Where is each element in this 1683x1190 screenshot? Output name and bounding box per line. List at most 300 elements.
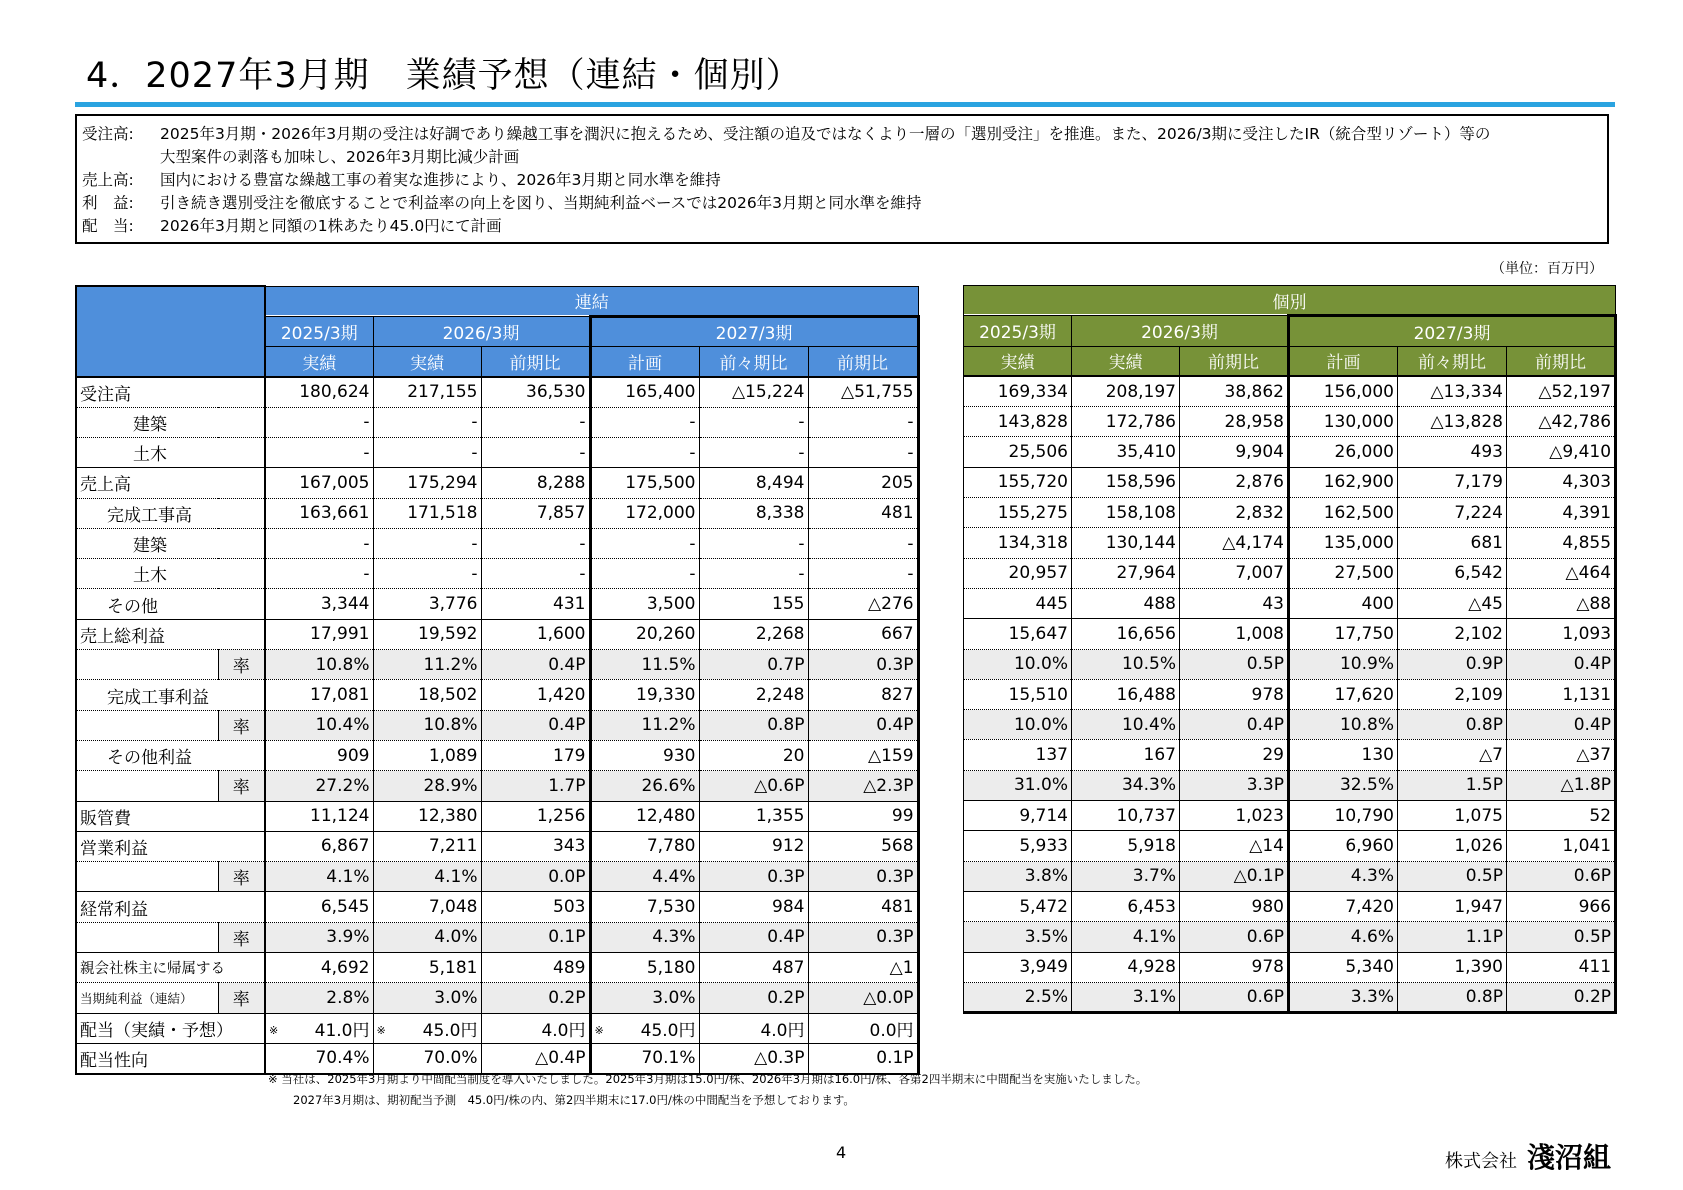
summary-box <box>75 114 1609 244</box>
value-text: 18,502 <box>418 685 478 705</box>
value-cell: 32.5% <box>1289 770 1398 800</box>
value-text: 3.0% <box>652 987 696 1008</box>
value-text: △2.3P <box>863 775 914 796</box>
value-cell: 35,410 <box>1072 437 1180 467</box>
value-cell <box>808 650 918 680</box>
value-cell: 134,318 <box>964 528 1072 558</box>
period-header: 2025/3期 <box>964 316 1072 346</box>
value-cell: 10,737 <box>1072 801 1180 831</box>
value-cell <box>699 650 808 680</box>
value-cell <box>265 437 373 467</box>
value-text: 481 <box>881 897 914 918</box>
value-text: 431 <box>553 594 586 615</box>
value-text: △15,224 <box>731 382 805 403</box>
value-cell <box>373 801 481 831</box>
value-cell <box>590 377 699 407</box>
value-cell: 978 <box>1180 952 1289 982</box>
value-cell <box>699 953 808 983</box>
value-text: - <box>579 442 586 463</box>
value-cell: 6,542 <box>1398 558 1507 588</box>
value-cell <box>590 831 699 861</box>
value-cell <box>481 922 590 952</box>
value-cell <box>373 1043 481 1073</box>
value-cell <box>265 922 373 952</box>
value-cell: △14 <box>1180 831 1289 861</box>
table-row <box>964 649 1616 679</box>
value-text: 1,420 <box>536 685 586 705</box>
value-cell: 7,224 <box>1398 498 1507 528</box>
note-mark: ※ <box>376 1023 386 1037</box>
value-text: 10.8% <box>315 654 370 675</box>
value-text: 4.1% <box>326 866 370 887</box>
value-cell: 6,960 <box>1289 831 1398 861</box>
value-text: 4.0円 <box>541 1020 586 1041</box>
row-label: その他利益 <box>76 740 265 770</box>
value-cell: 0.4P <box>1507 649 1616 679</box>
value-text: △0.6P <box>754 775 805 796</box>
value-cell <box>265 650 373 680</box>
value-text: 175,500 <box>625 472 696 493</box>
nonconsolidated-group-header: 個別 <box>964 286 1616 316</box>
table-row <box>76 922 918 952</box>
value-cell: 4,303 <box>1507 467 1616 497</box>
value-cell: 130,000 <box>1289 407 1398 437</box>
value-cell: 2,832 <box>1180 498 1289 528</box>
value-cell: △1.8P <box>1507 770 1616 800</box>
value-text: 11.5% <box>641 654 696 675</box>
value-cell: 1,131 <box>1507 679 1616 709</box>
value-text: - <box>907 412 914 433</box>
value-text: 20,260 <box>636 624 696 645</box>
value-text: - <box>363 533 370 554</box>
value-text: 17,991 <box>310 624 370 645</box>
value-cell: 1,093 <box>1507 619 1616 649</box>
value-cell: △88 <box>1507 588 1616 618</box>
value-text: △1 <box>889 957 914 978</box>
value-cell <box>699 559 808 589</box>
value-cell: 1,026 <box>1398 831 1507 861</box>
value-text: 0.4P <box>548 715 586 736</box>
value-text: △0.4P <box>535 1048 586 1069</box>
value-text: 17,081 <box>310 685 370 705</box>
value-cell <box>590 922 699 952</box>
value-cell: 16,656 <box>1072 619 1180 649</box>
value-cell <box>699 619 808 649</box>
value-text: 3.0% <box>434 987 478 1008</box>
value-text: - <box>471 563 478 584</box>
table-row <box>964 498 1616 528</box>
value-text: 1.7P <box>548 775 586 796</box>
value-text: △51,755 <box>841 382 914 403</box>
summary-text: 引き続き選別受注を徹底することで利益率の向上を図り、当期純利益ベースでは2026年3月期と同水準を維持 <box>160 194 922 212</box>
value-text: - <box>689 442 696 463</box>
row-label: 親会社株主に帰属する <box>76 953 265 983</box>
table-row <box>964 831 1616 861</box>
value-text: 7,211 <box>428 836 478 857</box>
table-row <box>76 680 918 710</box>
value-cell: 16,488 <box>1072 679 1180 709</box>
value-cell <box>373 983 481 1013</box>
value-text: 179 <box>553 745 586 766</box>
value-cell <box>373 407 481 437</box>
value-cell <box>265 953 373 983</box>
table-row <box>76 831 918 861</box>
value-cell: 10.0% <box>964 649 1072 679</box>
value-cell <box>590 437 699 467</box>
table-row <box>76 1043 918 1073</box>
value-text: 11,124 <box>310 806 370 827</box>
row-label-spacer <box>76 710 218 740</box>
value-cell <box>808 801 918 831</box>
value-text: 0.3P <box>767 866 805 887</box>
page-title: 4．2027年3月期 業績予想（連結・個別） <box>86 56 802 96</box>
value-cell: 20,957 <box>964 558 1072 588</box>
value-cell: 162,900 <box>1289 467 1398 497</box>
value-cell <box>373 892 481 922</box>
value-cell: 162,500 <box>1289 498 1398 528</box>
value-cell <box>808 983 918 1013</box>
value-cell <box>590 801 699 831</box>
value-cell <box>699 740 808 770</box>
row-label: 建築 <box>76 528 265 558</box>
value-cell: 10.8% <box>1289 710 1398 740</box>
value-cell: 31.0% <box>964 770 1072 800</box>
value-text: 1,355 <box>755 806 805 827</box>
summary-text: 国内における豊富な繰越工事の着実な進捗により、2026年3月期と同水準を維持 <box>160 171 721 189</box>
corner-cell <box>76 286 265 377</box>
value-text: - <box>907 563 914 584</box>
table-row <box>964 861 1616 891</box>
value-cell <box>699 831 808 861</box>
value-cell <box>265 771 373 801</box>
value-cell <box>699 710 808 740</box>
value-text: 7,530 <box>646 897 696 918</box>
value-cell: 3.5% <box>964 922 1072 952</box>
value-cell <box>590 528 699 558</box>
value-cell: 3.1% <box>1072 982 1180 1012</box>
value-cell: △464 <box>1507 558 1616 588</box>
value-text: 8,494 <box>755 472 805 493</box>
table-row <box>964 679 1616 709</box>
table-row <box>964 619 1616 649</box>
value-cell: 1.5P <box>1398 770 1507 800</box>
table-row <box>964 437 1616 467</box>
value-cell: 2,109 <box>1398 679 1507 709</box>
column-header: 実績 <box>265 347 373 377</box>
value-text: 12,380 <box>418 806 478 827</box>
row-label: 配当（実績・予想） <box>76 1013 265 1043</box>
value-text: 70.1% <box>641 1048 696 1069</box>
value-text: - <box>363 442 370 463</box>
summary-line <box>82 146 1602 169</box>
value-text: 3,344 <box>320 594 370 615</box>
value-text: 8,338 <box>755 503 805 524</box>
value-cell <box>481 528 590 558</box>
value-cell <box>265 559 373 589</box>
value-text: 20 <box>782 745 805 766</box>
row-label: その他 <box>76 589 265 619</box>
value-text: - <box>907 533 914 554</box>
value-text: △0.3P <box>754 1048 805 1069</box>
value-cell <box>808 771 918 801</box>
footnote: 2027年3月期は、期初配当予測 45.0円/株の内、第2四半期末に17.0円/株の中間配当を予想しております。 <box>293 1093 855 1107</box>
value-text: 180,624 <box>299 382 370 403</box>
rate-label: 率 <box>218 650 265 680</box>
value-cell: 158,596 <box>1072 467 1180 497</box>
value-cell <box>590 559 699 589</box>
value-cell: 4.3% <box>1289 861 1398 891</box>
table-row <box>76 801 918 831</box>
value-text: - <box>907 442 914 463</box>
value-text: 0.7P <box>767 654 805 675</box>
value-cell <box>808 862 918 892</box>
column-header: 計画 <box>1289 346 1398 376</box>
value-cell: 10.0% <box>964 710 1072 740</box>
value-text: 2,268 <box>755 624 805 645</box>
table-row <box>964 922 1616 952</box>
value-cell <box>808 831 918 861</box>
summary-label: 利 益: <box>82 194 134 212</box>
value-text: 172,000 <box>625 503 696 524</box>
row-label: 受注高 <box>76 377 265 407</box>
value-text: 4,692 <box>320 957 370 978</box>
value-cell: 4,855 <box>1507 528 1616 558</box>
value-cell: 978 <box>1180 679 1289 709</box>
value-cell: 0.6P <box>1180 922 1289 952</box>
value-cell <box>373 437 481 467</box>
value-cell: 27,500 <box>1289 558 1398 588</box>
company-logo-text: 淺沼組 <box>1526 1141 1611 1174</box>
value-cell: 155,720 <box>964 467 1072 497</box>
value-cell: 681 <box>1398 528 1507 558</box>
value-cell: 29 <box>1180 740 1289 770</box>
column-header: 実績 <box>373 347 481 377</box>
value-text: 6,867 <box>320 836 370 857</box>
value-cell: 25,506 <box>964 437 1072 467</box>
row-label: 土木 <box>76 559 265 589</box>
value-text: 8,288 <box>536 472 586 493</box>
table-row <box>76 619 918 649</box>
table-row <box>964 376 1616 406</box>
value-cell: 2,876 <box>1180 467 1289 497</box>
value-text: 36,530 <box>526 382 586 403</box>
value-text: 155 <box>772 594 805 615</box>
value-cell <box>699 983 808 1013</box>
value-cell <box>699 680 808 710</box>
value-cell <box>265 740 373 770</box>
value-cell: 1.1P <box>1398 922 1507 952</box>
table-row <box>76 407 918 437</box>
value-cell <box>590 1043 699 1073</box>
value-cell <box>265 862 373 892</box>
summary-line <box>82 169 1602 192</box>
value-cell: 0.8P <box>1398 710 1507 740</box>
table-row <box>76 710 918 740</box>
value-cell <box>481 801 590 831</box>
value-cell: 7,007 <box>1180 558 1289 588</box>
value-text: 11.2% <box>423 654 478 675</box>
column-header: 前々期比 <box>699 347 808 377</box>
nonconsolidated-table <box>963 285 1617 1014</box>
value-text: 27.2% <box>315 775 370 796</box>
column-header: 前期比 <box>808 347 918 377</box>
rate-label: 率 <box>218 983 265 1013</box>
value-cell: △13,334 <box>1398 376 1507 406</box>
value-cell <box>373 862 481 892</box>
table-row <box>964 710 1616 740</box>
value-text: 568 <box>881 836 914 857</box>
value-cell: 3.8% <box>964 861 1072 891</box>
value-text: 0.3P <box>876 866 914 887</box>
value-cell <box>373 740 481 770</box>
value-cell <box>265 892 373 922</box>
value-cell <box>265 710 373 740</box>
value-text: 70.0% <box>423 1048 478 1069</box>
footnote: ※ 当社は、2025年3月期より中間配当制度を導入いたしました。2025年3月期は15.0円/株、2026年3月期は16.0円/株、各第2四半期末に中間配当を実施いたしました。 <box>268 1072 1148 1086</box>
value-cell: 172,786 <box>1072 407 1180 437</box>
column-header: 実績 <box>964 346 1072 376</box>
value-cell: 2.5% <box>964 982 1072 1012</box>
value-text: △159 <box>868 745 914 766</box>
value-text: 5,181 <box>428 957 478 978</box>
consolidated-table <box>75 285 920 1075</box>
value-cell <box>265 619 373 649</box>
value-text: 0.4P <box>767 927 805 948</box>
table-row <box>964 982 1616 1012</box>
value-cell <box>265 1013 373 1043</box>
value-cell <box>481 468 590 498</box>
row-label-spacer <box>76 862 218 892</box>
page-number: 4 <box>836 1143 847 1162</box>
value-cell <box>373 619 481 649</box>
value-cell <box>808 922 918 952</box>
note-mark: ※ <box>269 1023 279 1037</box>
value-cell <box>265 498 373 528</box>
value-cell <box>481 831 590 861</box>
value-cell: 1,023 <box>1180 801 1289 831</box>
value-cell: 38,862 <box>1180 376 1289 406</box>
value-cell <box>265 680 373 710</box>
value-text: 481 <box>881 503 914 524</box>
value-text: 167,005 <box>299 472 370 493</box>
value-text: 70.4% <box>315 1048 370 1069</box>
value-text: 12,480 <box>636 806 696 827</box>
summary-text: 大型案件の剥落も加味し、2026年3月期比減少計画 <box>160 148 520 166</box>
value-cell <box>590 771 699 801</box>
company-prefix: 株式会社 <box>1444 1151 1517 1172</box>
value-cell: 2,102 <box>1398 619 1507 649</box>
value-cell: 1,947 <box>1398 891 1507 921</box>
row-label: 完成工事利益 <box>76 680 265 710</box>
value-cell: 10,790 <box>1289 801 1398 831</box>
value-text: 4.3% <box>652 927 696 948</box>
value-text: 930 <box>663 745 696 766</box>
value-cell <box>590 650 699 680</box>
value-text: - <box>471 412 478 433</box>
value-cell: 158,108 <box>1072 498 1180 528</box>
value-text: 99 <box>891 806 914 827</box>
value-cell: 135,000 <box>1289 528 1398 558</box>
value-text: 0.2P <box>548 987 586 1008</box>
row-label: 販管費 <box>76 801 265 831</box>
value-text: 45.0円 <box>640 1020 696 1041</box>
note-mark: ※ <box>594 1023 604 1037</box>
value-text: 343 <box>553 836 586 857</box>
value-cell <box>481 407 590 437</box>
value-text: 0.4P <box>876 715 914 736</box>
value-text: 0.0P <box>548 866 586 887</box>
row-label-spacer <box>76 771 218 801</box>
value-text: 2.8% <box>326 987 370 1008</box>
value-cell: △42,786 <box>1507 407 1616 437</box>
row-label: 建築 <box>76 407 265 437</box>
value-cell: 5,933 <box>964 831 1072 861</box>
value-cell <box>481 377 590 407</box>
value-text: △276 <box>868 594 914 615</box>
value-cell: 130 <box>1289 740 1398 770</box>
period-header: 2026/3期 <box>1072 316 1289 346</box>
value-text: 912 <box>772 836 805 857</box>
value-cell <box>265 831 373 861</box>
value-text: 503 <box>553 897 586 918</box>
value-cell <box>590 862 699 892</box>
table-row <box>964 588 1616 618</box>
value-cell: △9,410 <box>1507 437 1616 467</box>
value-cell: 493 <box>1398 437 1507 467</box>
value-text: 2,248 <box>755 685 805 705</box>
value-cell <box>373 680 481 710</box>
value-text: 19,592 <box>418 624 478 645</box>
value-cell <box>808 1013 918 1043</box>
value-cell <box>373 377 481 407</box>
value-cell <box>481 983 590 1013</box>
value-cell <box>373 498 481 528</box>
value-text: 4.4% <box>652 866 696 887</box>
value-cell <box>808 680 918 710</box>
value-cell: 28,958 <box>1180 407 1289 437</box>
value-cell: 5,472 <box>964 891 1072 921</box>
value-cell <box>590 589 699 619</box>
value-cell <box>590 710 699 740</box>
table-row <box>964 952 1616 982</box>
value-cell <box>373 771 481 801</box>
row-label: 経常利益 <box>76 892 265 922</box>
value-text: - <box>363 563 370 584</box>
value-cell <box>699 468 808 498</box>
table-row <box>76 589 918 619</box>
value-cell: 3,949 <box>964 952 1072 982</box>
value-cell <box>373 1013 481 1043</box>
column-header: 前期比 <box>1507 346 1616 376</box>
value-cell <box>373 953 481 983</box>
value-text: 10.8% <box>423 715 478 736</box>
table-row <box>964 558 1616 588</box>
value-text: 3.9% <box>326 927 370 948</box>
value-text: 0.3P <box>876 927 914 948</box>
period-header: 2026/3期 <box>373 316 590 346</box>
value-cell: 0.6P <box>1507 861 1616 891</box>
value-text: 175,294 <box>407 472 478 493</box>
value-cell <box>481 498 590 528</box>
value-text: 19,330 <box>636 685 696 705</box>
value-cell: △52,197 <box>1507 376 1616 406</box>
table-row <box>964 770 1616 800</box>
summary-text: 2025年3月期・2026年3月期の受注は好調であり繰越工事を潤沢に抱えるため、受注額の追及ではなくより一層の「選別受注」を推進。また、2026/3期に受注したIR（統合型リゾート）等の <box>160 125 1491 143</box>
table-row <box>76 468 918 498</box>
value-text: 28.9% <box>423 775 478 796</box>
column-header: 前期比 <box>481 347 590 377</box>
value-cell: 26,000 <box>1289 437 1398 467</box>
